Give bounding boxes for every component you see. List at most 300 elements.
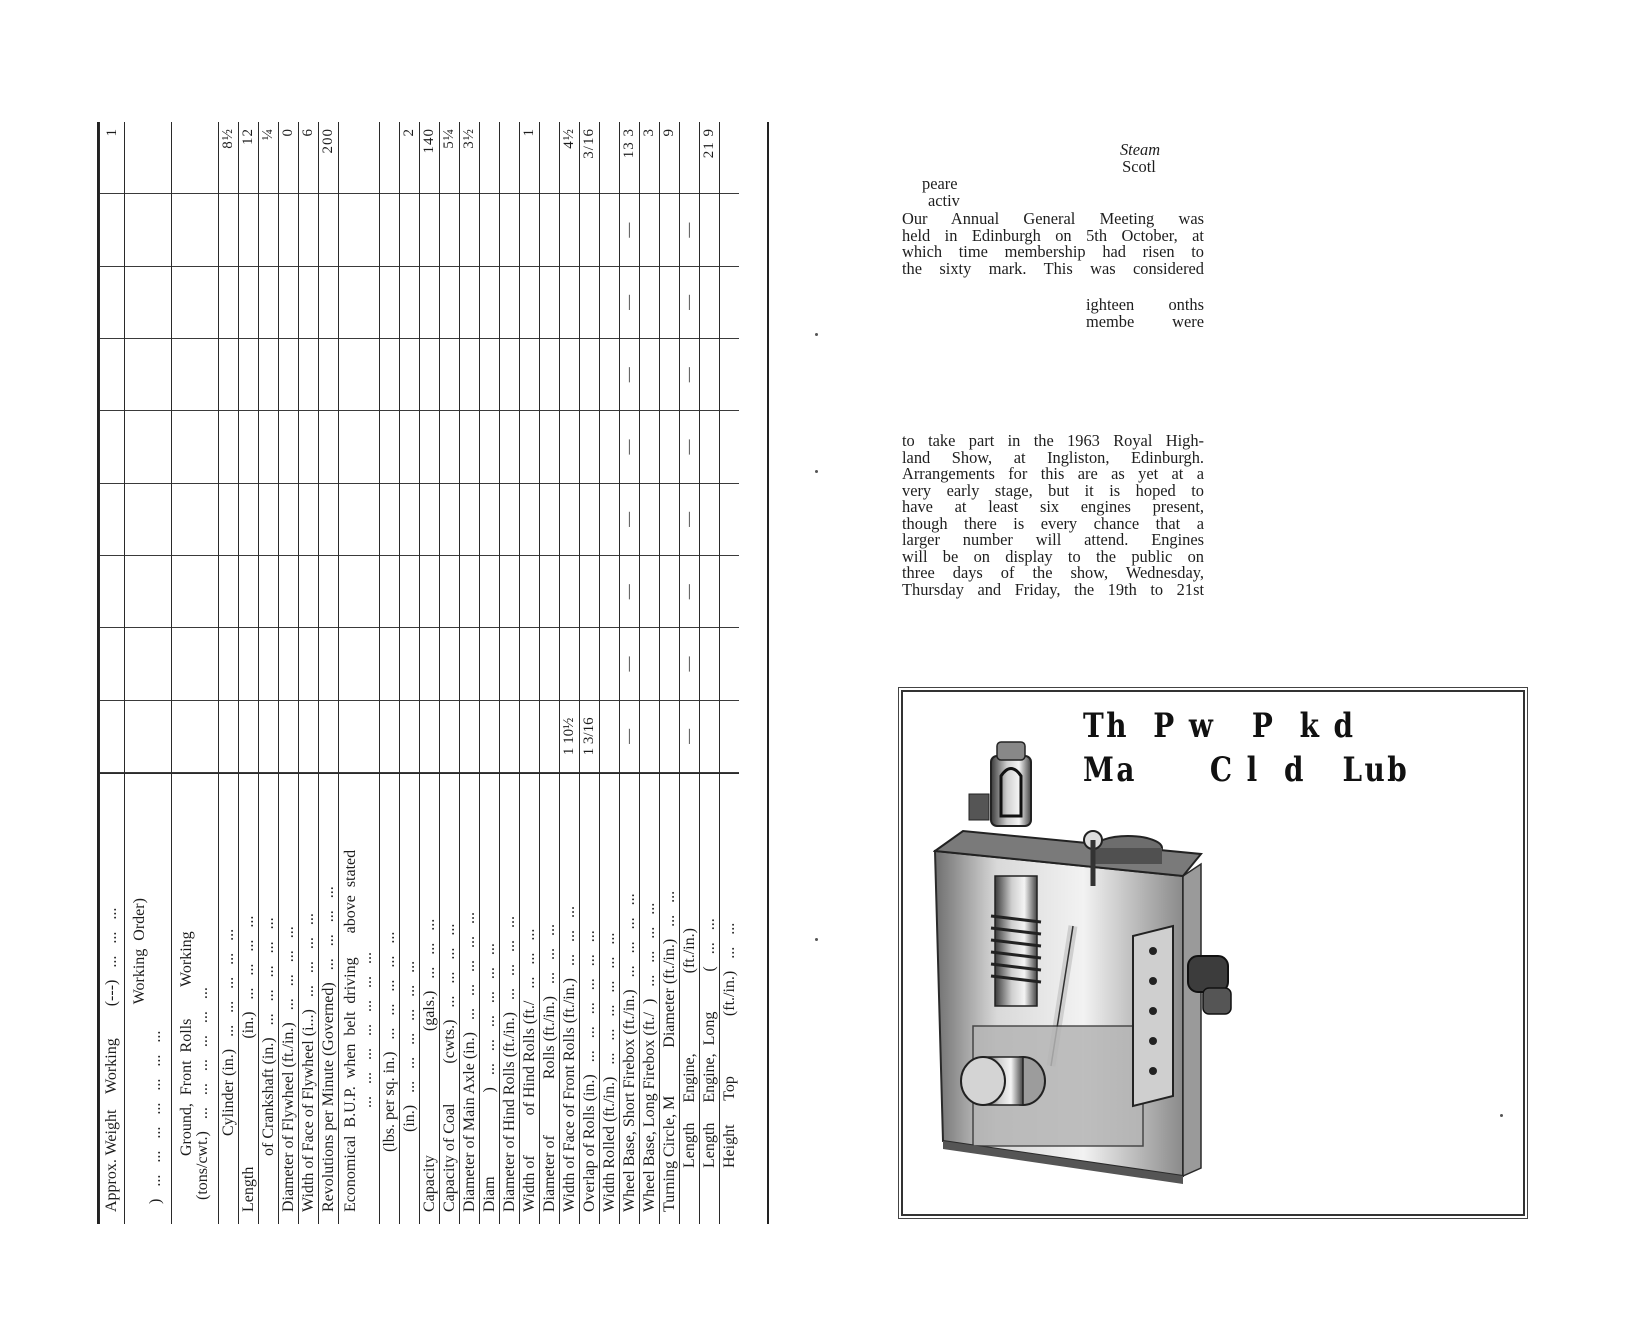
table-cell: [380, 267, 399, 339]
table-cell: [239, 411, 258, 483]
row-label-line: Turning Circle, M Diameter (ft./in.) ... ...: [660, 890, 678, 1212]
table-cell: —: [680, 194, 699, 266]
spec-table: [97, 122, 769, 1224]
table-cell: [700, 194, 719, 266]
row-label-line: Diameter of Main Axle (in.) ... ... ... ... ...: [460, 912, 478, 1212]
row-label: [500, 773, 519, 1224]
table-row: [559, 122, 579, 1224]
row-label-line: Revolutions per Minute (Governed) ... ... ... ...: [319, 886, 337, 1212]
table-cell: [380, 701, 399, 773]
row-label-line: Length (in.) ... ... ... ...: [239, 915, 257, 1212]
table-cell: [520, 701, 539, 773]
table-cell: [319, 339, 338, 411]
row-label-line: Width of Face of Front Rolls (ft./in.) ... ... ...: [560, 906, 578, 1212]
table-cell: [660, 556, 679, 628]
table-cell: [219, 484, 238, 556]
table-cell: [125, 411, 171, 483]
table-row: [659, 122, 679, 1224]
table-cell: [380, 556, 399, 628]
row-label-line: Approx. Weight Working (---) ... ... ...: [103, 907, 120, 1212]
row-label: [420, 773, 439, 1224]
row-label: [239, 773, 258, 1224]
table-cell: [680, 122, 699, 194]
advertisement-box: [901, 690, 1525, 1216]
table-cell: 8½: [219, 122, 238, 194]
table-cell: [400, 701, 419, 773]
table-cell: —: [680, 267, 699, 339]
table-cell: [460, 339, 479, 411]
table-row: [499, 122, 519, 1224]
row-label-line: Length Engine, (ft./in.): [680, 928, 698, 1212]
table-cell: [500, 411, 519, 483]
table-cell: [560, 628, 579, 700]
row-label-line: (in.) ... ... ... ... ... ...: [400, 960, 418, 1212]
table-cell: 3½: [460, 122, 479, 194]
table-row: [278, 122, 298, 1224]
table-cell: [720, 122, 739, 194]
row-label-line: Wheel Base, Short Firebox (ft./in.) ... ... ... ...: [620, 893, 638, 1212]
table-cell: [600, 556, 619, 628]
table-cell: [100, 628, 124, 700]
row-label-line: Width of Face of Flywheel (i...) ... ... ... ...: [299, 913, 317, 1212]
table-row: [539, 122, 559, 1224]
table-cell: [580, 194, 599, 266]
table-row: [124, 122, 171, 1224]
fragment-word: ighteen: [1086, 295, 1135, 314]
table-cell: [172, 267, 218, 339]
table-cell: [259, 484, 278, 556]
table-cell: [239, 339, 258, 411]
table-cell: [172, 701, 218, 773]
table-row: [679, 122, 699, 1224]
table-cell: [420, 484, 439, 556]
table-cell: —: [620, 628, 639, 700]
table-cell: [259, 411, 278, 483]
table-cell: [125, 122, 171, 194]
table-cell: [560, 267, 579, 339]
table-cell: [500, 484, 519, 556]
table-cell: [125, 194, 171, 266]
table-cell: [239, 628, 258, 700]
table-cell: [339, 267, 379, 339]
row-label: [440, 773, 459, 1224]
row-label: [520, 773, 539, 1224]
paragraph-line: larger number will attend. Engines: [902, 530, 1204, 549]
table-cell: [500, 194, 519, 266]
table-cell: [219, 628, 238, 700]
table-cell: [720, 194, 739, 266]
table-cell: [580, 267, 599, 339]
table-cell: [400, 628, 419, 700]
table-cell: [125, 339, 171, 411]
table-cell: [520, 267, 539, 339]
table-cell: [460, 194, 479, 266]
table-cell: [480, 701, 499, 773]
table-cell: —: [620, 701, 639, 773]
table-row: [419, 122, 439, 1224]
table-cell: [239, 556, 258, 628]
row-label: [279, 773, 298, 1224]
table-cell: 5¼: [440, 122, 459, 194]
table-cell: [440, 194, 459, 266]
table-cell: 1 10½: [560, 701, 579, 773]
table-cell: [540, 122, 559, 194]
table-cell: —: [680, 484, 699, 556]
table-cell: [219, 556, 238, 628]
table-cell: [259, 194, 278, 266]
table-cell: [125, 484, 171, 556]
table-cell: [299, 628, 318, 700]
table-cell: [560, 556, 579, 628]
fragment-word: were: [1172, 312, 1204, 331]
table-cell: [125, 267, 171, 339]
table-cell: [420, 267, 439, 339]
table-cell: [339, 484, 379, 556]
table-cell: [380, 411, 399, 483]
fragment-word: onths: [1168, 295, 1204, 314]
table-cell: [172, 484, 218, 556]
table-cell: [560, 411, 579, 483]
row-label-line: (lbs. per sq. in.) ... ... ... ... ...: [380, 931, 398, 1212]
table-cell: [239, 701, 258, 773]
table-cell: [339, 556, 379, 628]
heading-steam: Steam: [1119, 140, 1161, 159]
table-cell: [219, 267, 238, 339]
table-cell: [720, 484, 739, 556]
table-cell: [700, 556, 719, 628]
paragraph-line: Our Annual General Meeting was: [902, 209, 1204, 228]
row-label: [640, 773, 659, 1224]
table-cell: 140: [420, 122, 439, 194]
row-label: [620, 773, 639, 1224]
table-cell: [500, 556, 519, 628]
table-cell: [420, 556, 439, 628]
table-cell: [560, 194, 579, 266]
row-label-line: Working Order): [131, 898, 148, 1212]
table-cell: [440, 556, 459, 628]
table-cell: [339, 628, 379, 700]
row-label: [580, 773, 599, 1224]
row-label: [380, 773, 399, 1224]
table-cell: 21 9: [700, 122, 719, 194]
row-label: [540, 773, 559, 1224]
table-cell: [640, 194, 659, 266]
row-label-line: Height Top (ft./in.) ... ...: [720, 922, 738, 1212]
table-cell: [319, 484, 338, 556]
row-label-line: Diameter of Flywheel (ft./in.) ... ... ... ...: [279, 926, 297, 1212]
table-cell: [100, 556, 124, 628]
table-cell: ¼: [259, 122, 278, 194]
row-label-line: Overlap of Rolls (in.) ... ... ... ... ... ...: [580, 930, 598, 1212]
table-cell: [500, 701, 519, 773]
row-label: [660, 773, 679, 1224]
table-cell: [319, 411, 338, 483]
paragraph-line: to take part in the 1963 Royal High-: [902, 431, 1204, 450]
row-label-line: Ground, Front Rolls Working: [178, 931, 195, 1212]
paragraph-line: which time membership had risen to: [902, 242, 1204, 261]
table-cell: [299, 339, 318, 411]
table-cell: [380, 628, 399, 700]
table-cell: [299, 411, 318, 483]
table-cell: —: [620, 267, 639, 339]
table-cell: [640, 411, 659, 483]
table-cell: [319, 267, 338, 339]
table-cell: [580, 339, 599, 411]
table-cell: 1: [100, 122, 124, 194]
table-cell: [460, 267, 479, 339]
row-label-line: Economical B.U.P. when belt driving above stated: [342, 849, 359, 1212]
row-label-line: Width of of Hind Rolls (ft./ ... ... ...: [520, 928, 538, 1212]
table-cell: [480, 267, 499, 339]
table-cell: [600, 628, 619, 700]
row-label: [319, 773, 338, 1224]
table-row: [318, 122, 338, 1224]
table-cell: [319, 194, 338, 266]
table-cell: [700, 267, 719, 339]
table-cell: 13 3: [620, 122, 639, 194]
table-cell: [100, 339, 124, 411]
table-cell: [400, 411, 419, 483]
table-cell: [380, 122, 399, 194]
table-cell: [219, 339, 238, 411]
table-cell: [540, 556, 559, 628]
table-cell: [100, 484, 124, 556]
table-cell: [480, 339, 499, 411]
table-cell: [520, 628, 539, 700]
table-cell: [279, 556, 298, 628]
heading-scotland: Scotl: [1122, 157, 1156, 176]
paragraph-line: three days of the show, Wednesday,: [902, 563, 1204, 582]
table-row: [479, 122, 499, 1224]
table-cell: [259, 556, 278, 628]
table-cell: [400, 339, 419, 411]
table-cell: —: [620, 556, 639, 628]
table-cell: [279, 194, 298, 266]
table-cell: [420, 628, 439, 700]
table-cell: [640, 267, 659, 339]
paragraph-line: the sixty mark. This was considered: [902, 258, 1204, 278]
table-cell: [299, 484, 318, 556]
table-cell: [299, 701, 318, 773]
table-cell: [660, 411, 679, 483]
row-label: [600, 773, 619, 1224]
table-row: [171, 122, 218, 1224]
table-cell: [279, 628, 298, 700]
paragraph-line: Thursday and Friday, the 19th to 21st: [902, 579, 1204, 599]
row-label: [125, 773, 171, 1224]
text-fragment-activ: activ: [928, 191, 960, 210]
table-cell: 6: [299, 122, 318, 194]
lubricator-photo: [933, 736, 1263, 1206]
table-cell: [100, 194, 124, 266]
table-cell: [172, 194, 218, 266]
table-cell: [480, 194, 499, 266]
table-cell: [520, 411, 539, 483]
table-cell: [660, 194, 679, 266]
scan-speck: [815, 333, 818, 336]
table-cell: 1 3/16: [580, 701, 599, 773]
table-cell: [600, 411, 619, 483]
table-cell: [720, 267, 739, 339]
paragraph-highland-show: [902, 433, 1204, 598]
table-cell: [339, 339, 379, 411]
table-cell: [580, 556, 599, 628]
table-cell: [660, 628, 679, 700]
table-cell: —: [620, 484, 639, 556]
table-cell: [720, 628, 739, 700]
table-cell: [339, 194, 379, 266]
paragraph-line: will be on display to the public on: [902, 546, 1204, 566]
table-cell: [580, 628, 599, 700]
table-cell: [420, 701, 439, 773]
table-cell: [500, 628, 519, 700]
table-cell: [540, 484, 559, 556]
table-cell: [440, 339, 459, 411]
table-cell: —: [680, 411, 699, 483]
table-cell: [440, 484, 459, 556]
row-label-line: Diameter of Rolls (ft./in.) ... ... ...: [540, 924, 558, 1212]
paragraph-agm: [902, 211, 1204, 277]
table-cell: [500, 122, 519, 194]
table-cell: [480, 484, 499, 556]
table-cell: [460, 556, 479, 628]
table-cell: [279, 701, 298, 773]
table-cell: [239, 484, 258, 556]
row-label-line: ... ... ... ... ... ... ...: [358, 952, 375, 1212]
table-row: [619, 122, 639, 1224]
table-cell: [440, 411, 459, 483]
paragraph-line: have at least six engines present,: [902, 497, 1204, 516]
row-label-line: Diam ) ... ... ... ... ... ...: [480, 943, 498, 1212]
table-cell: [172, 411, 218, 483]
text-fragment-members-were: [1086, 314, 1204, 331]
table-row: [519, 122, 539, 1224]
table-cell: [600, 701, 619, 773]
row-label: [460, 773, 479, 1224]
table-cell: [100, 411, 124, 483]
table-cell: [100, 267, 124, 339]
table-cell: [640, 484, 659, 556]
table-cell: [460, 701, 479, 773]
row-label: [339, 773, 379, 1224]
table-row: [258, 122, 278, 1224]
table-cell: 12: [239, 122, 258, 194]
row-label-line: Cylinder (in.) ... ... ... ... ...: [219, 928, 237, 1212]
table-cell: [172, 339, 218, 411]
table-cell: [299, 267, 318, 339]
table-cell: [219, 194, 238, 266]
table-cell: [259, 701, 278, 773]
table-cell: [172, 556, 218, 628]
paragraph-line: held in Edinburgh on 5th October, at: [902, 225, 1204, 245]
table-cell: [400, 267, 419, 339]
table-cell: [720, 556, 739, 628]
ad-headline-line2: Ma C l d Lub: [1083, 750, 1410, 790]
row-label: [172, 773, 218, 1224]
table-cell: [480, 628, 499, 700]
row-label-line: Length Engine, Long ( ... ...: [700, 918, 718, 1212]
table-cell: [660, 701, 679, 773]
table-row: [238, 122, 258, 1224]
row-label: [100, 773, 124, 1224]
table-cell: [700, 411, 719, 483]
table-cell: —: [620, 339, 639, 411]
table-cell: [172, 122, 218, 194]
table-cell: [700, 339, 719, 411]
scan-speck: [1500, 1114, 1503, 1117]
table-cell: [700, 484, 719, 556]
table-cell: [540, 628, 559, 700]
table-cell: [500, 267, 519, 339]
row-label-line: (tons/cwt.) ... ... ... ... ... ...: [194, 987, 211, 1212]
fragment-word: membe: [1086, 312, 1135, 331]
table-cell: [279, 267, 298, 339]
table-cell: [380, 194, 399, 266]
table-cell: [520, 484, 539, 556]
table-cell: [580, 411, 599, 483]
row-label-line: of Crankshaft (in.) ... ... ... ... ...: [259, 917, 277, 1212]
table-cell: [600, 339, 619, 411]
table-cell: [239, 194, 258, 266]
table-row: [439, 122, 459, 1224]
table-cell: [339, 411, 379, 483]
row-label-line: Capacity (gals.) ... ... ...: [420, 918, 438, 1212]
table-cell: [640, 701, 659, 773]
paragraph-line: very early stage, but it is hoped to: [902, 480, 1204, 500]
table-cell: [239, 267, 258, 339]
table-cell: 200: [319, 122, 338, 194]
scan-speck: [815, 470, 818, 473]
table-cell: 4½: [560, 122, 579, 194]
table-cell: 3: [640, 122, 659, 194]
row-label: [299, 773, 318, 1224]
table-cell: [720, 411, 739, 483]
table-cell: [480, 411, 499, 483]
table-cell: 0: [279, 122, 298, 194]
table-cell: —: [620, 194, 639, 266]
table-cell: [460, 484, 479, 556]
table-cell: [420, 194, 439, 266]
table-cell: [319, 628, 338, 700]
table-cell: [520, 556, 539, 628]
table-cell: [172, 628, 218, 700]
table-row: [579, 122, 599, 1224]
table-cell: [125, 556, 171, 628]
row-label: [219, 773, 238, 1224]
table-cell: [560, 339, 579, 411]
table-row: [699, 122, 719, 1224]
table-row: [298, 122, 318, 1224]
table-cell: [640, 556, 659, 628]
table-row: [379, 122, 399, 1224]
table-cell: —: [680, 628, 699, 700]
table-cell: [480, 556, 499, 628]
table-cell: [600, 267, 619, 339]
table-cell: [640, 628, 659, 700]
table-cell: [500, 339, 519, 411]
table-cell: 3/16: [580, 122, 599, 194]
table-cell: —: [680, 339, 699, 411]
table-cell: [420, 339, 439, 411]
table-row: [639, 122, 659, 1224]
text-fragment-peare: peare: [922, 174, 958, 193]
table-cell: [520, 339, 539, 411]
row-label-line: Capacity of Coal (cwts.) ... ... ... ...: [440, 923, 458, 1212]
paragraph-line: though there is every chance that a: [902, 513, 1204, 533]
table-cell: [600, 194, 619, 266]
table-cell: [660, 267, 679, 339]
table-cell: [540, 339, 559, 411]
